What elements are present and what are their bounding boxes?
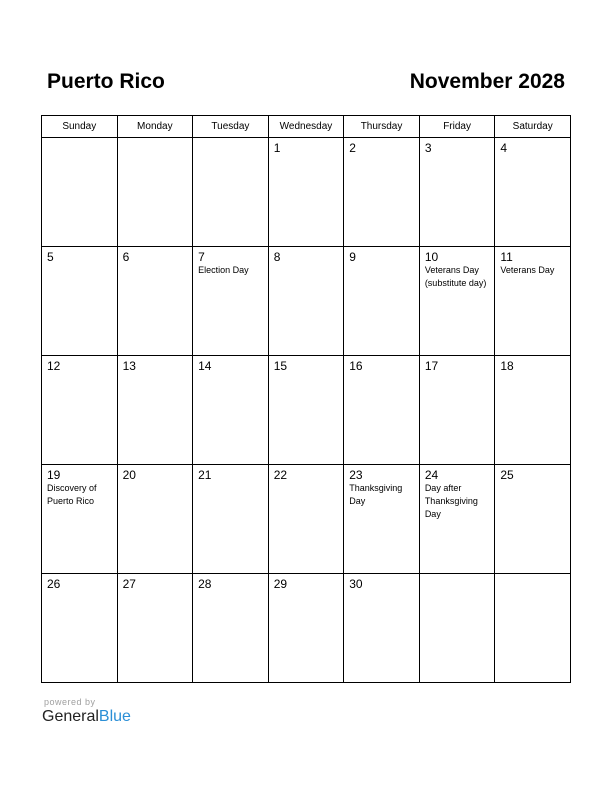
day-cell bbox=[419, 465, 495, 574]
day-number: 16 bbox=[349, 359, 363, 373]
brand-blue-text: Blue bbox=[98, 708, 131, 725]
day-cell bbox=[117, 138, 193, 247]
day-cell bbox=[419, 574, 495, 683]
day-cell bbox=[344, 465, 420, 574]
day-cell bbox=[344, 356, 420, 465]
day-cell bbox=[495, 465, 571, 574]
week-row bbox=[42, 247, 571, 356]
holiday-label: Veterans Day bbox=[500, 265, 555, 275]
day-cell bbox=[42, 247, 118, 356]
weekday-friday: Friday bbox=[419, 116, 495, 138]
weekday-sunday: Sunday bbox=[42, 116, 118, 138]
day-number: 17 bbox=[424, 359, 439, 373]
day-number: 13 bbox=[122, 359, 136, 373]
day-cell bbox=[193, 138, 269, 247]
day-cell bbox=[193, 356, 269, 465]
month-year-title: November 2028 bbox=[409, 70, 565, 93]
day-cell bbox=[193, 465, 269, 574]
day-number: 28 bbox=[198, 577, 212, 591]
day-number: 30 bbox=[349, 577, 363, 591]
day-number: 5 bbox=[47, 250, 54, 264]
day-cell bbox=[419, 247, 495, 356]
holiday-label: Thanksgiving Day bbox=[349, 483, 403, 506]
day-cell bbox=[117, 465, 193, 574]
day-number: 9 bbox=[349, 250, 356, 264]
day-number: 19 bbox=[47, 468, 61, 482]
day-cell bbox=[344, 574, 420, 683]
day-cell bbox=[419, 138, 495, 247]
day-number: 20 bbox=[122, 468, 136, 482]
week-row bbox=[42, 138, 571, 247]
day-number: 7 bbox=[198, 250, 205, 264]
day-number: 1 bbox=[273, 141, 281, 155]
week-row bbox=[42, 356, 571, 465]
day-cell bbox=[42, 356, 118, 465]
day-cell bbox=[268, 574, 344, 683]
holiday-label: Veterans Day (substitute day) bbox=[424, 265, 487, 288]
generalblue-logo bbox=[42, 708, 131, 726]
day-cell bbox=[495, 574, 571, 683]
day-cell bbox=[193, 574, 269, 683]
day-cell bbox=[344, 247, 420, 356]
day-cell bbox=[268, 356, 344, 465]
weekday-wednesday: Wednesday bbox=[268, 116, 344, 138]
day-cell bbox=[117, 356, 193, 465]
weekday-thursday: Thursday bbox=[344, 116, 420, 138]
holiday-label: Day after Thanksgiving Day bbox=[424, 483, 478, 519]
brand-general-text: General bbox=[42, 708, 99, 725]
holiday-label: Discovery of Puerto Rico bbox=[47, 483, 97, 506]
day-number: 4 bbox=[500, 141, 508, 155]
day-number: 21 bbox=[198, 468, 212, 482]
day-cell bbox=[268, 247, 344, 356]
weekday-header-row bbox=[42, 116, 571, 138]
day-number: 27 bbox=[122, 577, 136, 591]
weekday-monday: Monday bbox=[117, 116, 193, 138]
day-cell bbox=[42, 138, 118, 247]
day-number: 2 bbox=[349, 141, 356, 155]
day-number: 29 bbox=[273, 577, 288, 591]
day-cell bbox=[117, 247, 193, 356]
day-number: 14 bbox=[198, 359, 212, 373]
day-cell bbox=[117, 574, 193, 683]
day-number: 24 bbox=[424, 468, 439, 482]
weekday-tuesday: Tuesday bbox=[193, 116, 269, 138]
day-cell bbox=[495, 356, 571, 465]
day-number: 11 bbox=[500, 250, 513, 264]
powered-by-label: powered by bbox=[44, 697, 96, 707]
day-number: 15 bbox=[273, 359, 288, 373]
day-number: 3 bbox=[424, 141, 432, 155]
day-cell bbox=[268, 138, 344, 247]
day-number: 18 bbox=[500, 359, 514, 373]
day-number: 12 bbox=[47, 359, 61, 373]
day-cell bbox=[42, 465, 118, 574]
calendar-grid bbox=[41, 115, 571, 683]
day-number: 8 bbox=[273, 250, 281, 264]
day-cell bbox=[495, 138, 571, 247]
weekday-saturday: Saturday bbox=[495, 116, 571, 138]
day-cell bbox=[268, 465, 344, 574]
day-cell bbox=[193, 247, 269, 356]
week-row bbox=[42, 465, 571, 574]
holiday-label: Election Day bbox=[198, 265, 249, 275]
day-number: 22 bbox=[273, 468, 288, 482]
day-cell bbox=[42, 574, 118, 683]
day-number: 25 bbox=[500, 468, 514, 482]
week-row bbox=[42, 574, 571, 683]
day-cell bbox=[495, 247, 571, 356]
day-number: 10 bbox=[424, 250, 439, 264]
country-title: Puerto Rico bbox=[47, 70, 165, 93]
day-cell bbox=[419, 356, 495, 465]
day-number: 6 bbox=[122, 250, 130, 264]
day-number: 23 bbox=[349, 468, 363, 482]
day-number: 26 bbox=[47, 577, 61, 591]
day-cell bbox=[344, 138, 420, 247]
